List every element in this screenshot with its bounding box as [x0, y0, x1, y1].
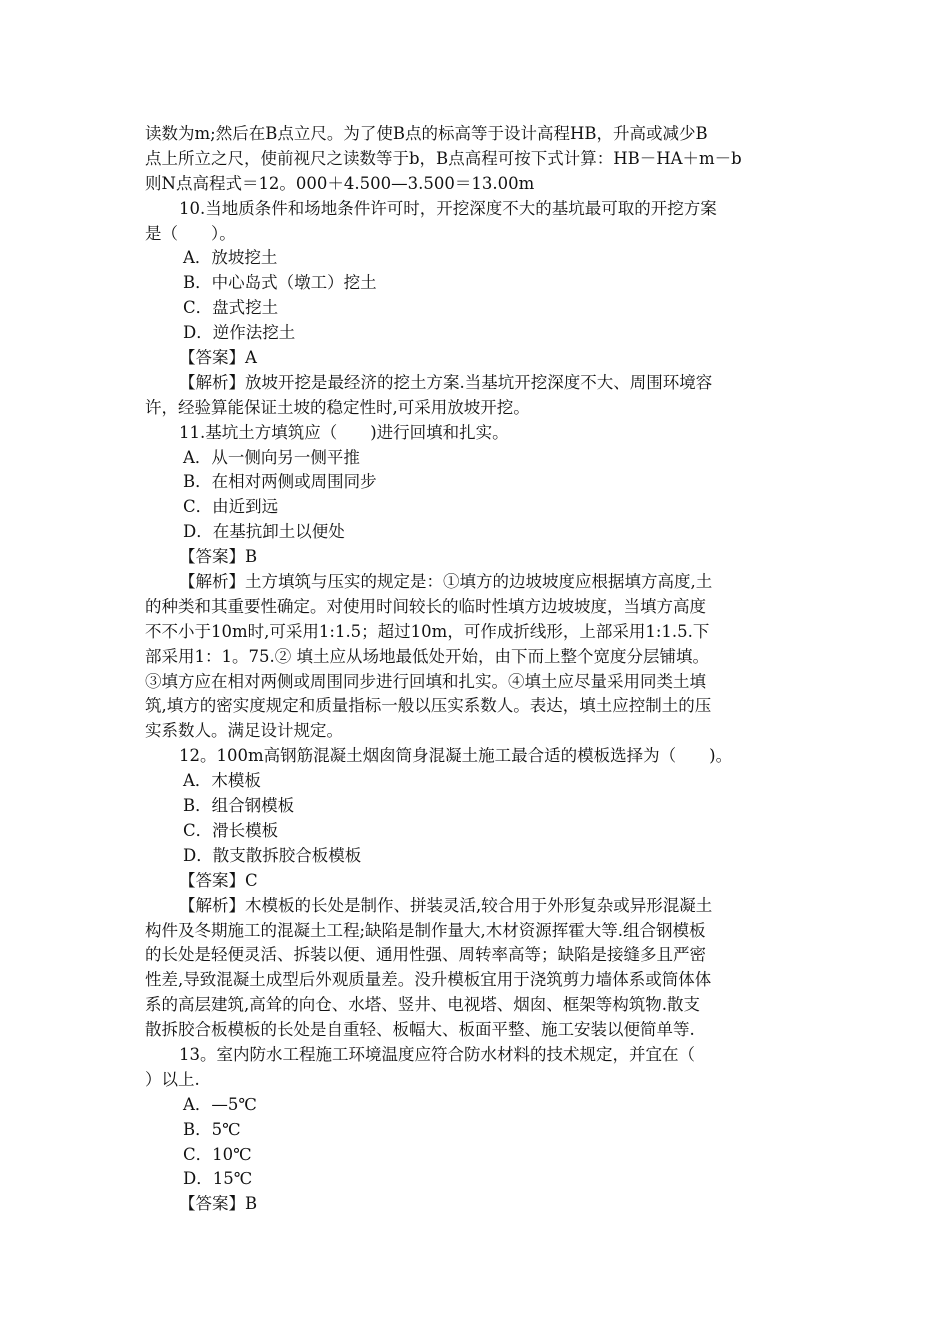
- text-line: 11.基坑土方填筑应（ )进行回填和扎实。: [179, 422, 509, 442]
- text-line: A．木模板: [183, 771, 261, 791]
- text-line: B．在相对两侧或周围同步: [183, 472, 377, 492]
- text-line: B．中心岛式（墩工）挖土: [183, 273, 377, 293]
- text-line: 的长处是轻便灵活、拆装以便、通用性强、周转率高等；缺陷是接缝多且严密: [145, 945, 706, 965]
- text-line: 部采用1：1。75.② 填土应从场地最低处开始，由下而上整个宽度分层铺填。: [145, 646, 709, 666]
- text-line: 构件及冬期施工的混凝土工程;缺陷是制作量大,木材资源挥霍大等.组合钢模板: [145, 920, 706, 940]
- text-line: 实系数人。满足设计规定。: [145, 721, 343, 741]
- text-line: 则N点高程式＝12。000＋4.500—3.500＝13.00m: [145, 173, 535, 193]
- text-line: 性差,导致混凝土成型后外观质量差。没升模板宜用于浇筑剪力墙体系或筒体体: [145, 970, 712, 990]
- text-line: ③填方应在相对两侧或周围同步进行回填和扎实。④填土应尽量采用同类土填: [145, 671, 706, 691]
- text-line: 是（ ）。: [145, 223, 236, 243]
- text-line: 【解析】放坡开挖是最经济的挖土方案.当基坑开挖深度不大、周围环境容: [179, 372, 713, 392]
- text-line: 【答案】B: [179, 1194, 258, 1214]
- text-line: 【答案】B: [179, 547, 258, 567]
- text-line: C．由近到远: [183, 497, 279, 517]
- text-line: A．—5℃: [183, 1094, 257, 1114]
- text-line: A．放坡挖土: [183, 248, 278, 268]
- text-line: 【解析】土方填筑与压实的规定是：①填方的边坡坡度应根据填方高度,土: [179, 572, 713, 592]
- text-line: 筑,填方的密实度规定和质量指标一般以压实系数人。表达，填土应控制土的压: [145, 696, 712, 716]
- text-line: 【答案】A: [179, 348, 257, 368]
- text-line: 读数为m;然后在B点立尺。为了使B点的标高等于设计高程HB，升高或减少B: [145, 124, 708, 143]
- text-line: C．滑长模板: [183, 820, 279, 840]
- text-line: 10.当地质条件和场地条件许可时，开挖深度不大的基坑最可取的开挖方案: [179, 198, 717, 218]
- text-line: B．组合钢模板: [183, 796, 295, 816]
- text-line: 【解析】木模板的长处是制作、拼装灵活,较合用于外形复杂或异形混凝土: [179, 895, 713, 915]
- text-line: D．15℃: [183, 1169, 253, 1189]
- text-line: 12。100m高钢筋混凝土烟囱筒身混凝土施工最合适的模板选择为（ )。: [179, 746, 733, 766]
- text-line: D．散支散拆胶合板模板: [183, 845, 362, 865]
- text-line: 13。室内防水工程施工环境温度应符合防水材料的技术规定，并宜在（: [179, 1044, 695, 1064]
- text-line: ）以上.: [145, 1069, 200, 1089]
- text-line: A．从一侧向另一侧平推: [183, 447, 360, 467]
- text-line: B．5℃: [183, 1119, 241, 1139]
- text-line: 不不小于10m时,可采用1:1.5；超过10m，可作成折线形，上部采用1:1.5.下: [145, 621, 710, 641]
- text-line: 系的高层建筑,高耸的向仓、水塔、竖井、电视塔、烟囱、框架等构筑物.散支: [145, 995, 700, 1015]
- text-line: 散拆胶合板模板的长处是自重轻、板幅大、板面平整、施工安装以便简单等.: [145, 1020, 695, 1040]
- text-line: 【答案】C: [179, 870, 258, 890]
- text-line: 的种类和其重要性确定。对使用时间较长的临时性填方边坡坡度，当填方高度: [145, 596, 706, 616]
- text-line: D．在基抗卸土以便处: [183, 522, 345, 542]
- text-line: C．盘式挖土: [183, 298, 279, 318]
- document-body: [145, 122, 815, 1217]
- text-line: 点上所立之尺，使前视尺之读数等于b，B点高程可按下式计算：HB－HA＋m－b: [145, 148, 742, 168]
- text-line: D．逆作法挖土: [183, 323, 296, 343]
- text-line: 许，经验算能保证土坡的稳定性时,可采用放坡开挖。: [145, 397, 530, 417]
- text-line: C．10℃: [183, 1144, 252, 1164]
